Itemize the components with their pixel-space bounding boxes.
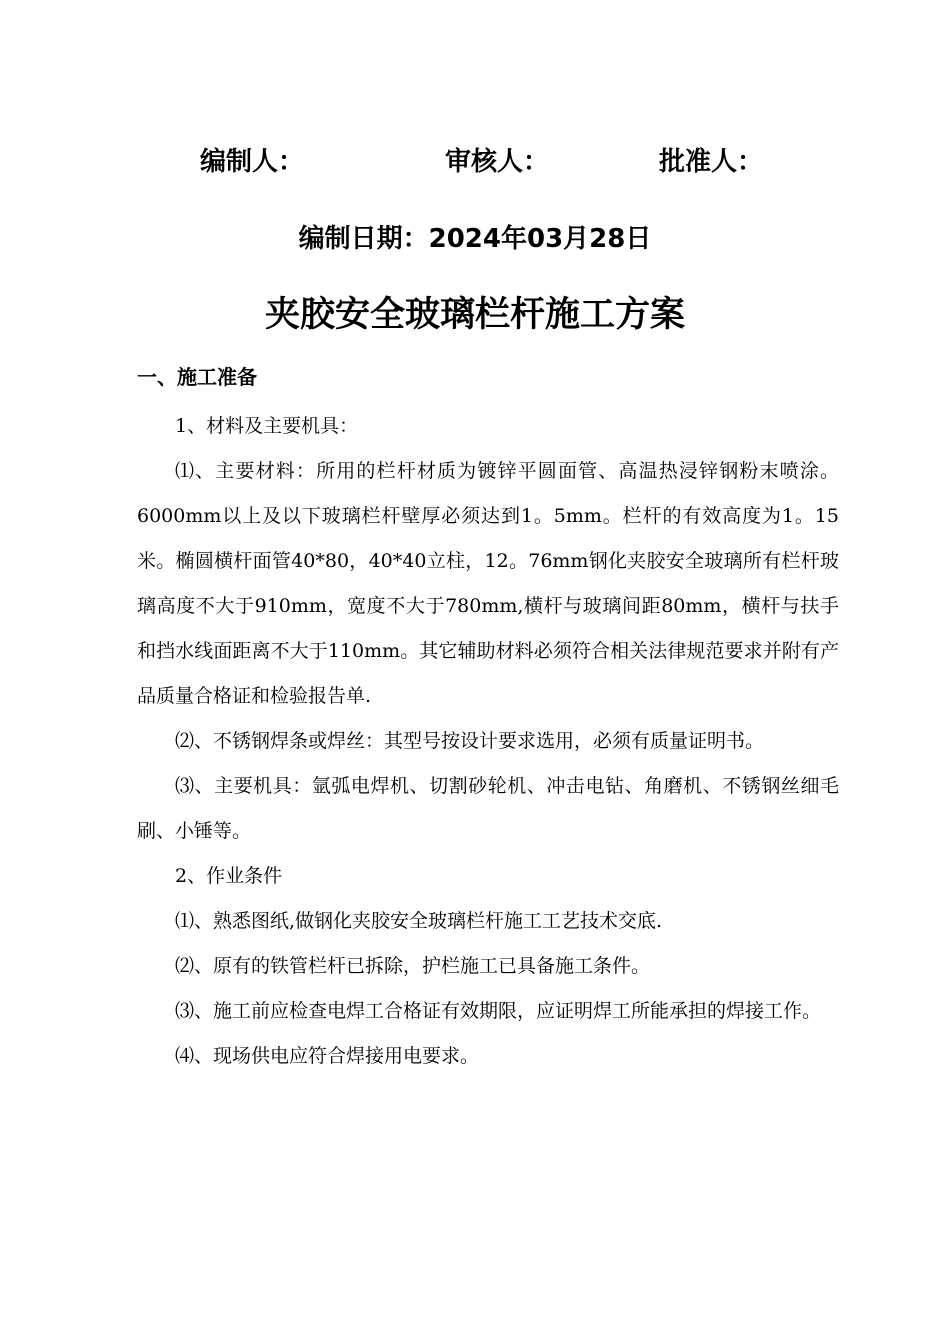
- reviewer-label: 审核人：: [445, 147, 550, 177]
- document-title: 夹胶安全玻璃栏杆施工方案: [264, 295, 685, 335]
- paragraph-main-tools: ⑶、主要机具：氩弧电焊机、切割砂轮机、冲击电钻、角磨机、不锈钢丝细毛刷、小锤等。: [137, 775, 839, 842]
- section-body: [137, 404, 839, 1079]
- subsection-work-conditions-heading: 2、作业条件: [175, 865, 283, 887]
- paragraph-main-materials: ⑴、主要材料：所用的栏杆材质为镀锌平圆面管、高温热浸锌钢粉末喷涂。6000mm以上及以下玻璃栏杆壁厚必须达到1。5mm。栏杆的有效高度为1。15米。椭圆横杆面管40*80，40*40立柱，12。76mm钢化夹胶安全玻璃所有栏杆玻璃高度不大于910mm，宽度不大于780mm,横杆与玻璃间距80mm，横杆与扶手和挡水线面距离不大于110mm。其它辅助材料必须符合相关法律规范要求并附有产品质量合格证和检验报告单.: [137, 460, 839, 707]
- paragraph-welding-rods: ⑵、不锈钢焊条或焊丝：其型号按设计要求选用，必须有质量证明书。: [175, 730, 765, 752]
- approver-label: 批准人：: [659, 147, 764, 177]
- paragraph-condition-3: ⑶、施工前应检查电焊工合格证有效期限，应证明焊工所能承担的焊接工作。: [175, 1000, 822, 1022]
- subsection-materials-heading: 1、材料及主要机具：: [175, 415, 359, 437]
- signature-row: [0, 142, 950, 182]
- paragraph-condition-4: ⑷、现场供电应符合焊接用电要求。: [175, 1045, 480, 1067]
- paragraph-condition-2: ⑵、原有的铁管栏杆已拆除，护栏施工已具备施工条件。: [175, 955, 651, 977]
- compiler-label: 编制人：: [200, 147, 305, 177]
- compile-date: 编制日期：2024年03月28日: [298, 224, 652, 254]
- section-heading: 一、施工准备: [137, 365, 257, 389]
- paragraph-condition-1: ⑴、熟悉图纸,做钢化夹胶安全玻璃栏杆施工工艺技术交底.: [175, 910, 663, 932]
